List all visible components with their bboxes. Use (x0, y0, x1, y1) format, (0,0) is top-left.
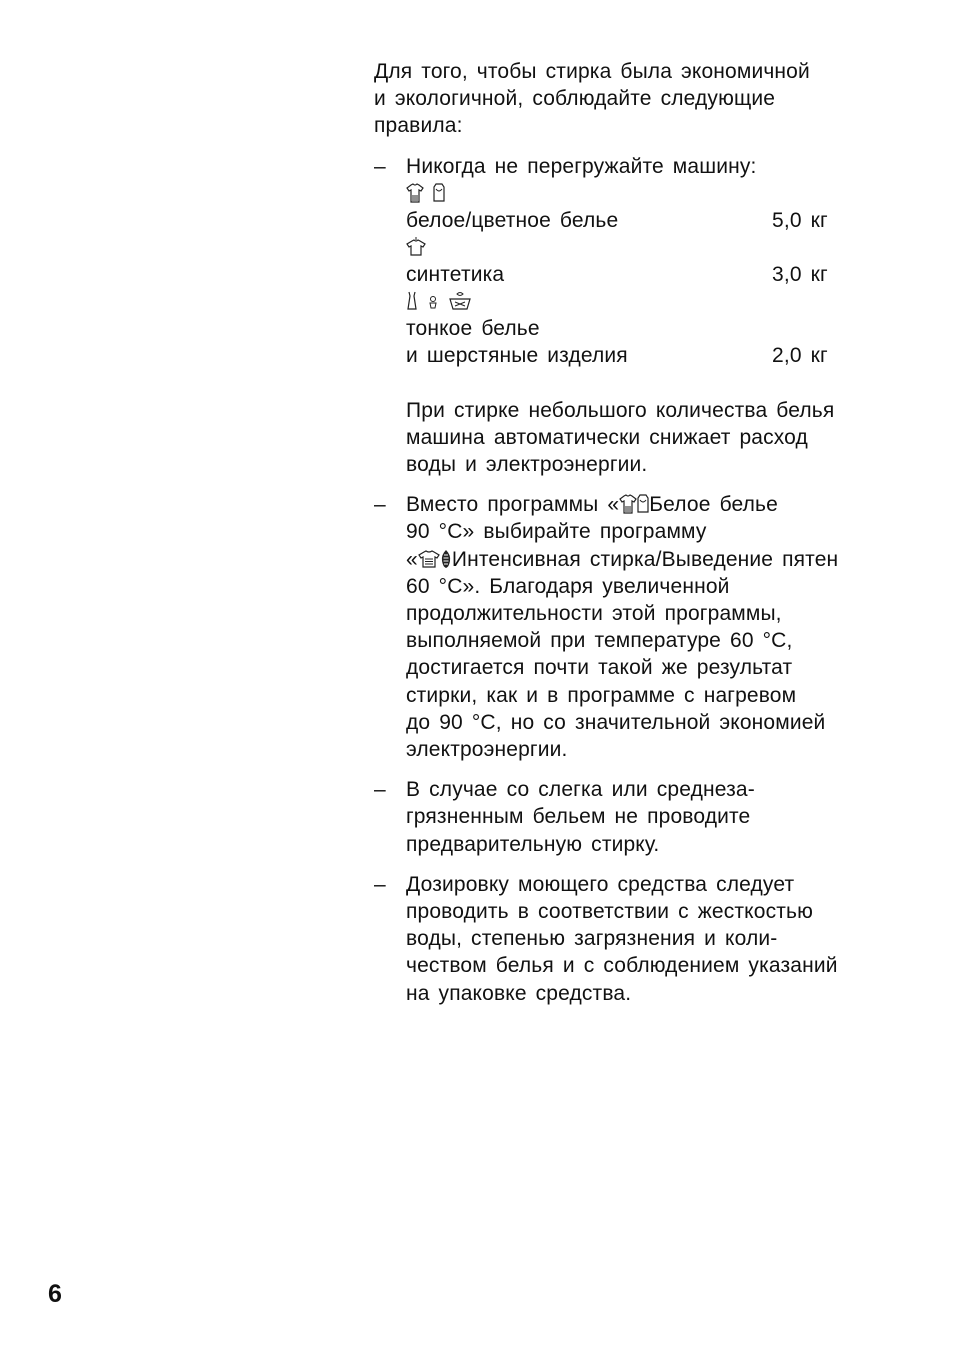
bullet-heading: Никогда не перегружайте машину: (406, 154, 757, 178)
delicate-icons (406, 288, 904, 315)
cotton-shirt-icon (619, 494, 637, 514)
cotton-tag-icon (637, 494, 649, 514)
load-value: 5,0 кг (772, 208, 828, 232)
bullet-line: стирки, как и в программе с нагревом (406, 683, 797, 707)
page-number: 6 (48, 1280, 62, 1308)
text-fragment: « (406, 547, 418, 571)
bullet-line (406, 546, 904, 573)
load-row-cotton (406, 207, 840, 234)
bullet-dash: – (374, 493, 386, 517)
intro-line: Для того, чтобы стирка была экономичной (374, 60, 810, 83)
bullet-line: выполняемой при температуре 60 °C, (406, 629, 793, 653)
note-line: машина автоматически снижает расход (406, 425, 808, 449)
bullet-dash: – (374, 778, 386, 802)
intro-paragraph (374, 58, 904, 140)
intro-line: правила: (374, 114, 463, 138)
bullet-line: на упаковке средства. (406, 981, 632, 1005)
load-label: тонкое белье (406, 317, 540, 341)
intro-line: и экологичной, соблюдайте следующие (374, 87, 776, 111)
bullet-line: 90 °C» выбирайте программу (406, 520, 707, 544)
load-value: 2,0 кг (772, 344, 828, 368)
load-value: 3,0 кг (772, 263, 828, 287)
bullet-dash: – (374, 872, 386, 896)
load-label: синтетика (406, 263, 505, 287)
bullet-line: чеством белья и с соблюдением указаний (406, 954, 838, 978)
bullet-prewash (374, 776, 904, 858)
bullet-line: воды, степенью загрязнения и коли- (406, 927, 778, 951)
text-fragment: Вместо программы « (406, 493, 620, 517)
cotton-tag-icon (433, 183, 445, 203)
bullet-line: продолжительности этой программы, (406, 602, 782, 626)
small-load-note (406, 397, 904, 479)
stain-removal-icon (440, 549, 452, 569)
delicate-garment-icon (406, 291, 418, 311)
wool-basin-icon (448, 291, 472, 311)
load-row-delicate (406, 342, 840, 369)
synthetic-shirt-icon (406, 237, 426, 257)
cotton-shirt-icon (406, 183, 424, 203)
note-line: При стирке небольшого количества белья (406, 398, 835, 422)
text-fragment: Интенсивная стирка/Выведение пятен (451, 547, 839, 571)
bullet-line: В случае со слегка или среднеза- (406, 778, 755, 802)
bullet-line: грязненным бельем не проводите (406, 805, 751, 829)
bullet-line: 60 °C». Благодаря увеличенной (406, 574, 730, 598)
intensive-shirt-icon (418, 549, 440, 569)
load-row-synthetic (406, 261, 840, 288)
bullet-program-choice (374, 491, 904, 763)
load-label: и шерстяные изделия (406, 344, 628, 368)
note-line: воды и электроэнергии. (406, 453, 648, 477)
bullet-line (406, 491, 904, 518)
bullet-line: электроэнергии. (406, 738, 568, 762)
text-fragment: Белое белье (649, 493, 778, 517)
bullet-overload (374, 153, 904, 479)
bullet-line: достигается почти такой же результат (406, 656, 793, 680)
delicate-small-icon (427, 291, 439, 311)
bullet-line: проводить в соответствии с жесткостью (406, 900, 813, 924)
bullet-detergent (374, 871, 904, 1007)
cotton-icons (406, 180, 904, 207)
page-content (374, 58, 904, 1020)
bullet-dash: – (374, 154, 386, 178)
synthetic-icons (406, 234, 904, 261)
bullet-line: предварительную стирку. (406, 832, 660, 856)
bullet-line: до 90 °C, но со значительной экономией (406, 710, 826, 734)
bullet-line: Дозировку моющего средства следует (406, 872, 795, 896)
load-label: белое/цветное белье (406, 208, 619, 232)
